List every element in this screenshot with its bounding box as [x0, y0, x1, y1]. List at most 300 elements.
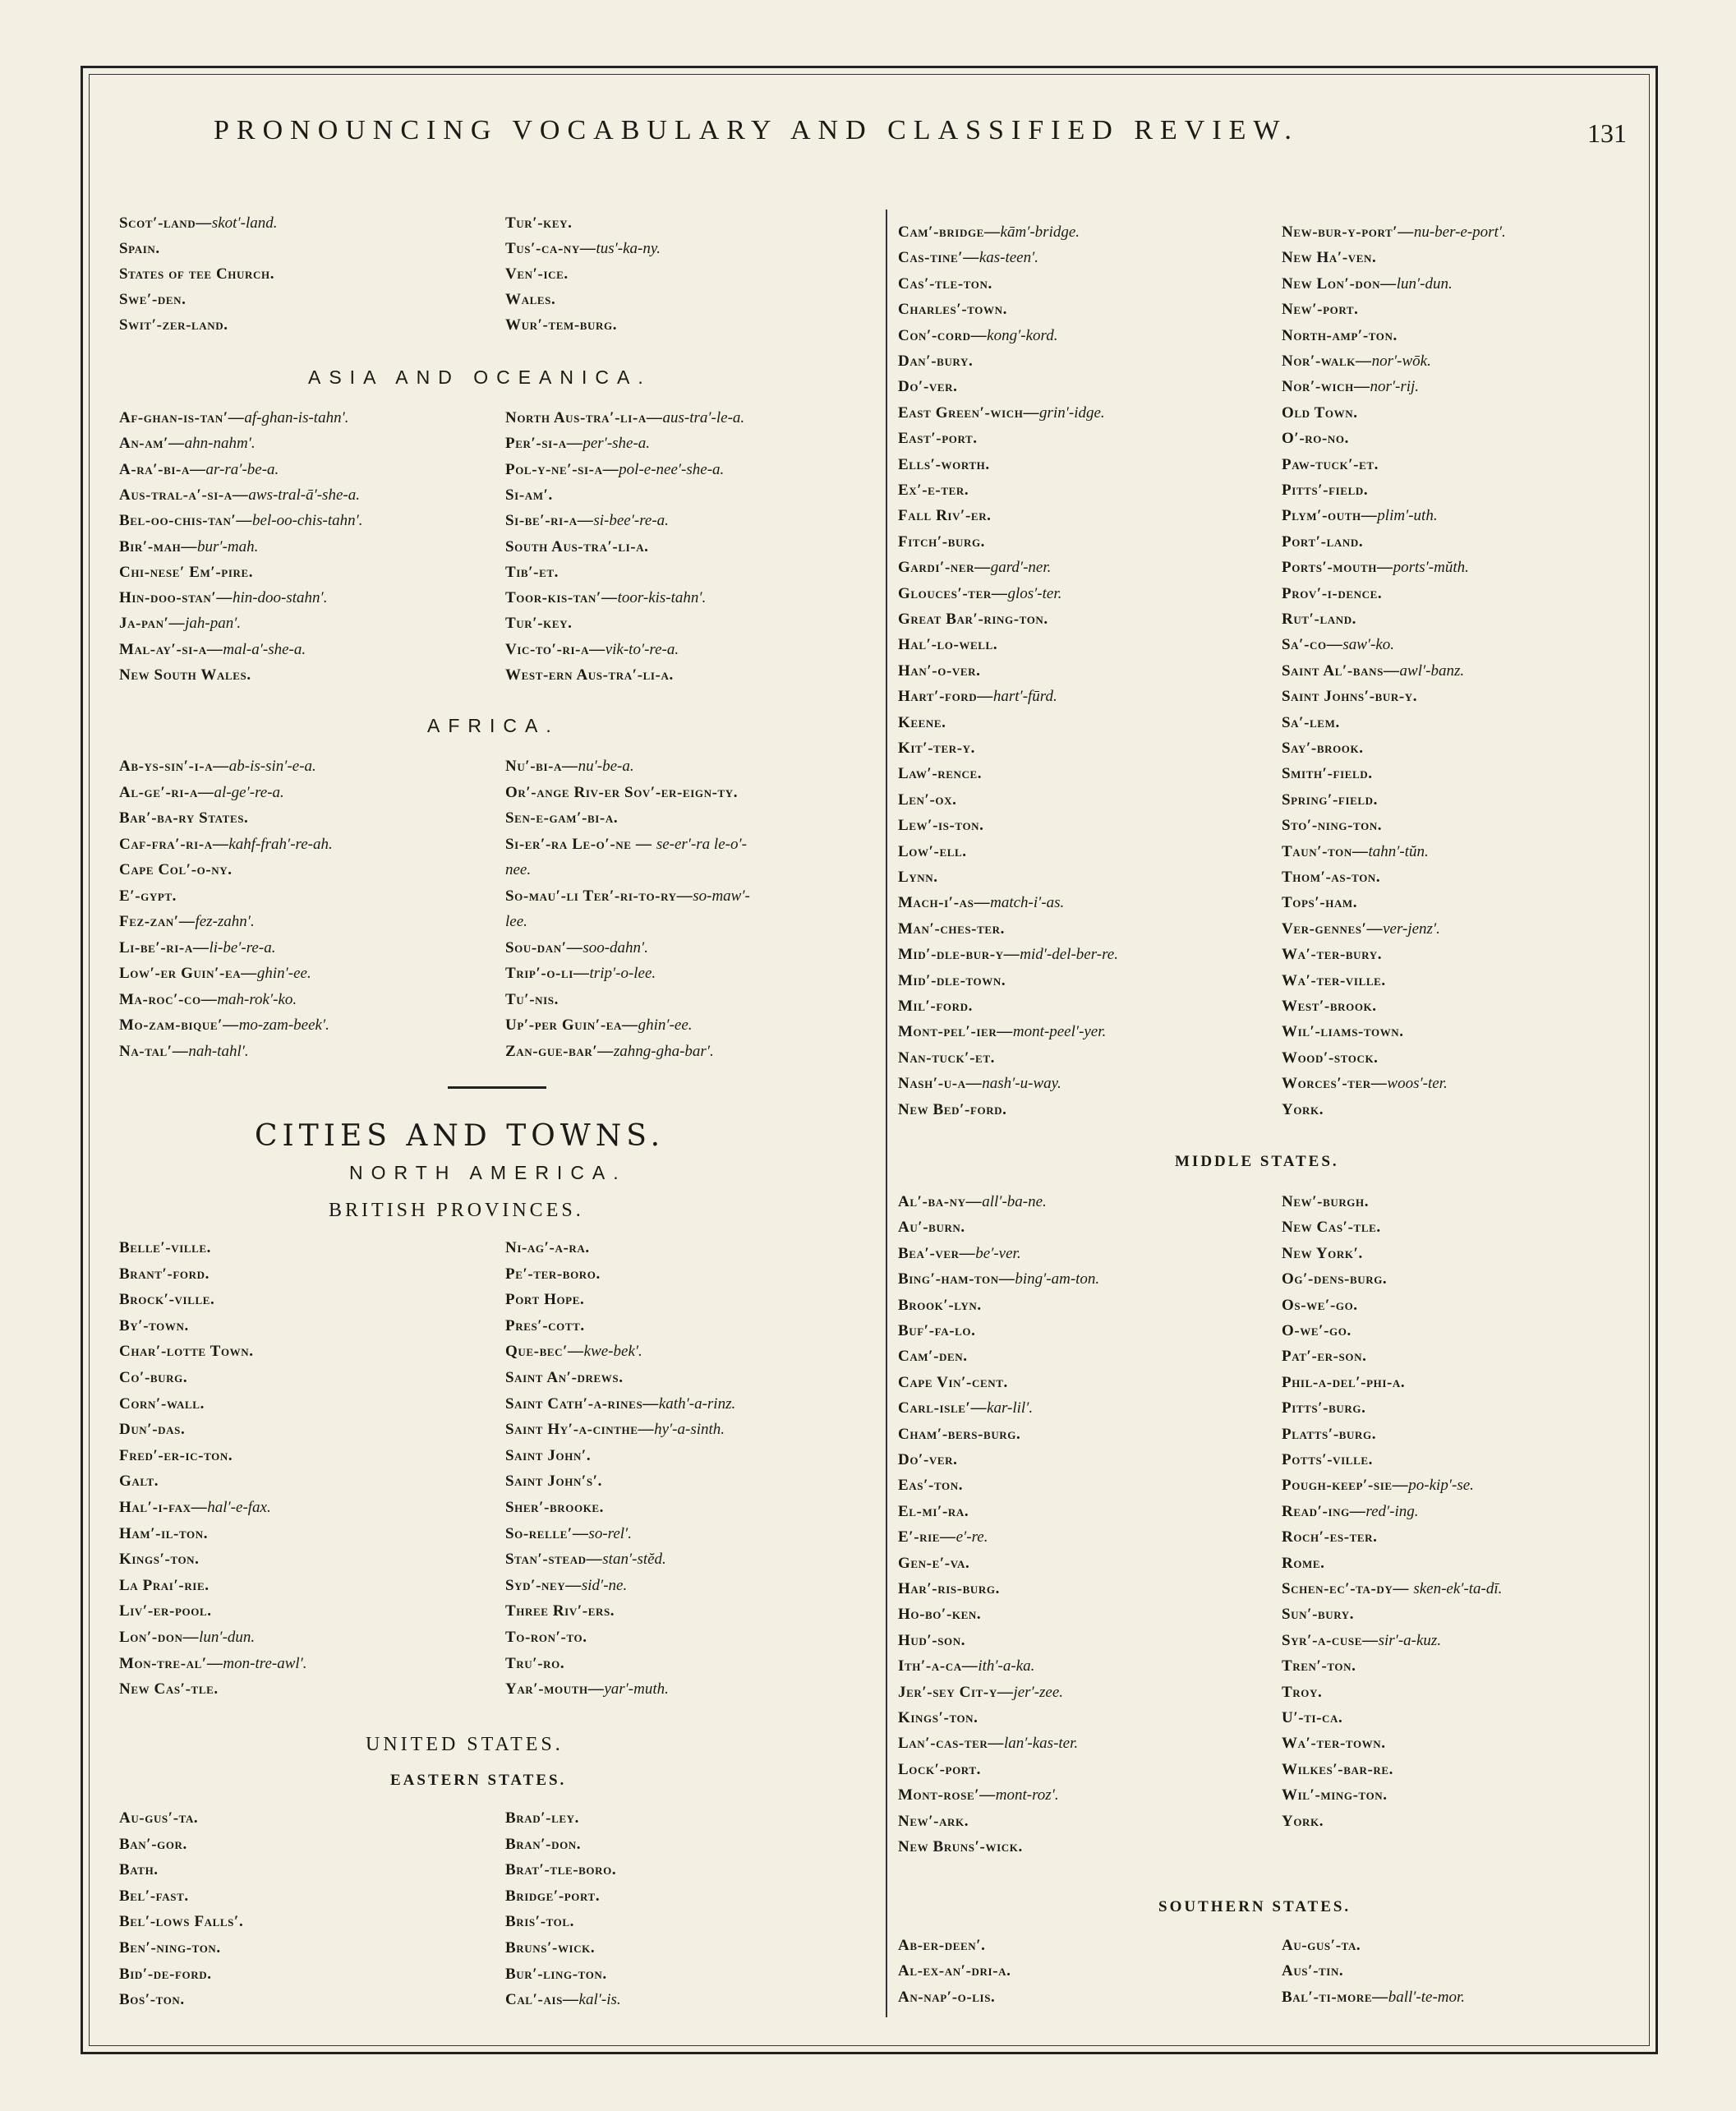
page-number: 131 [1587, 118, 1627, 148]
vocab-entry [898, 736, 975, 761]
vocab-entry [1282, 1500, 1419, 1524]
vocab-entry [1282, 1215, 1381, 1240]
entry-name: To-ron′-to. [505, 1629, 587, 1646]
entry-name: Bur′-ling-ton. [505, 1965, 607, 1983]
entry-name: Brat′-tle-boro. [505, 1861, 617, 1879]
entry-pronunciation: ports′-mŭth. [1393, 559, 1469, 577]
entry-name: Cham′-bers-burg. [898, 1425, 1021, 1443]
vocab-entry [505, 806, 618, 831]
vocab-entry [119, 535, 258, 560]
entry-name: Bea′-ver— [898, 1244, 976, 1262]
entry-pronunciation: hin-doo-stahn′. [232, 589, 328, 607]
vocab-entry [898, 272, 992, 297]
entry-pronunciation: se-er′-ra le-o′- [656, 835, 747, 853]
entry-pronunciation: lun′-dun. [199, 1629, 256, 1646]
entry-pronunciation: woos′-ter. [1387, 1075, 1448, 1093]
vocab-entry [898, 324, 1057, 348]
entry-name: Pough-keep′-sie— [1282, 1477, 1409, 1495]
vocab-entry [505, 458, 724, 482]
entry-name: Stan′-stead— [505, 1551, 603, 1569]
vocab-entry [119, 237, 160, 261]
entry-pronunciation: hy′-a-sinth. [654, 1421, 725, 1439]
vocab-entry [505, 1522, 632, 1546]
entry-pronunciation: plim′-uth. [1377, 507, 1438, 525]
vocab-entry [505, 1962, 607, 1987]
vocab-entry [119, 1288, 214, 1312]
entry-name: Sher′-brooke. [505, 1499, 605, 1516]
entry-pronunciation: mah-rok′-ko. [217, 990, 297, 1008]
entry-name: Wilkes′-bar-re. [1282, 1760, 1393, 1778]
entry-pronunciation: al-ge′-re-a. [214, 783, 284, 801]
entry-name: Dun′-das. [119, 1421, 186, 1439]
vocab-entry [1282, 478, 1368, 503]
vocab-entry [1282, 1525, 1378, 1550]
entry-name: Bel′-lows Falls′. [119, 1913, 244, 1931]
entry-pronunciation: nor′-wōk. [1371, 353, 1431, 370]
vocab-entry [1282, 1783, 1388, 1808]
vocab-entry [1282, 1072, 1448, 1096]
vocab-entry [1282, 297, 1358, 322]
vocab-entry [505, 1599, 615, 1624]
entry-name: Thom′-as-ton. [1282, 869, 1381, 886]
entry-name: Fez-zan′— [119, 913, 196, 930]
entry-name: Cam′-den. [898, 1348, 968, 1366]
vocab-entry [898, 1020, 1106, 1044]
entry-pronunciation: mal-a′-she-a. [223, 640, 306, 658]
entry-name: West′-brook. [1282, 998, 1377, 1015]
vocab-entry [1282, 1020, 1404, 1044]
entry-name: Yar′-mouth— [505, 1680, 605, 1698]
vocab-entry [1282, 375, 1419, 399]
entry-name: Port Hope. [505, 1291, 585, 1309]
entry-pronunciation: ab-is-sin′-e-a. [228, 758, 316, 775]
vocab-entry [898, 1783, 1059, 1808]
vocab-entry [119, 1262, 210, 1287]
entry-name: Carl-isle′— [898, 1399, 988, 1417]
vocab-entry [119, 1858, 159, 1883]
entry-name: Low′-ell. [898, 842, 967, 860]
entry-name: Ma-roc′-co— [119, 990, 218, 1008]
entry-name: Mid′-dle-bur-y— [898, 946, 1020, 964]
vocab-entry [898, 1422, 1020, 1447]
vocab-entry [119, 1547, 200, 1572]
entry-name: Os-we′-go. [1282, 1296, 1358, 1314]
entry-name: Galt. [119, 1473, 159, 1491]
entry-pronunciation: bing′-am-ton. [1015, 1270, 1100, 1288]
vocab-entry [505, 1236, 590, 1261]
vocab-entry [505, 1884, 600, 1909]
entry-name: Sen-e-gam′-bi-a. [505, 809, 619, 827]
entry-name: Aus-tral-a′-si-a— [119, 486, 249, 504]
entry-name: Gardi′-ner— [898, 559, 991, 577]
entry-name: Ells′-worth. [898, 455, 990, 473]
entry-pronunciation: all′-ba-ne. [982, 1193, 1047, 1210]
entry-pronunciation: so-maw′- [693, 887, 750, 905]
vocab-entry [1282, 1654, 1356, 1679]
entry-pronunciation: nee. [505, 861, 532, 878]
entry-name: Tu′-nis. [505, 990, 559, 1008]
entry-pronunciation: ball′-te-mor. [1388, 1988, 1466, 2006]
entry-name: Man′-ches-ter. [898, 920, 1005, 938]
vocab-entry [119, 1936, 221, 1961]
vocab-entry [505, 910, 527, 934]
vocab-entry [119, 754, 316, 779]
entry-name: Fitch′-burg. [898, 532, 986, 551]
vocab-entry [505, 936, 648, 961]
entry-name: Fall Riv′-er. [898, 507, 992, 525]
vocab-entry [898, 504, 992, 528]
vocab-entry [898, 426, 978, 451]
entry-name: Caf-fra′-ri-a— [119, 835, 229, 853]
entry-name: Char′-lotte Town. [119, 1343, 254, 1361]
section-rule [448, 1086, 546, 1089]
entry-name: Wil′-ming-ton. [1282, 1786, 1388, 1804]
vocab-entry [119, 262, 274, 287]
vocab-entry [119, 406, 348, 431]
vocab-entry [505, 1417, 725, 1442]
entry-name: Port′-land. [1282, 532, 1364, 551]
entry-name: Kings′-ton. [119, 1551, 200, 1569]
vocab-entry [898, 1396, 1033, 1421]
vocab-entry [1282, 994, 1377, 1019]
vocab-entry [505, 535, 649, 560]
vocab-entry [119, 781, 284, 805]
entry-name: Tur′-key. [505, 615, 573, 633]
entry-pronunciation: nash′-u-way. [982, 1075, 1061, 1093]
entry-name: Plym′-outh— [1282, 507, 1378, 525]
entry-name: Cape Vin′-cent. [898, 1373, 1008, 1391]
entry-name: New′-burgh. [1282, 1193, 1370, 1210]
vocab-entry [1282, 401, 1358, 426]
entry-pronunciation: ghin′-ee. [256, 965, 311, 982]
entry-name: Scot′-land— [119, 214, 212, 232]
vocab-entry [505, 884, 750, 909]
vocab-entry [1282, 736, 1364, 761]
entry-name: Pol-y-ne′-si-a— [505, 460, 619, 478]
heading-eastern-states: EASTERN STATES. [390, 1772, 567, 1789]
vocab-entry [505, 1547, 666, 1572]
entry-name: Ben′-ning-ton. [119, 1939, 221, 1957]
entry-pronunciation: nor′-rij. [1370, 378, 1420, 396]
entry-name: Tru′-ro. [505, 1654, 565, 1672]
vocab-entry [119, 1366, 187, 1390]
entry-name: Brant′-ford. [119, 1265, 210, 1283]
vocab-entry [1282, 788, 1378, 813]
vocab-entry [898, 762, 982, 786]
vocab-entry [898, 1046, 995, 1071]
entry-name: Au′-burn. [898, 1219, 965, 1237]
entry-name: South Aus-tra′-li-a. [505, 537, 649, 555]
vocab-entry [1282, 1731, 1386, 1756]
entry-pronunciation: saw′-ko. [1342, 636, 1395, 654]
vocab-entry [505, 1469, 602, 1494]
vocab-entry [898, 555, 1051, 580]
vocab-entry [1282, 324, 1398, 348]
vocab-entry [505, 509, 669, 533]
entry-name: Lan′-cas-ter— [898, 1735, 1004, 1753]
vocab-entry [898, 865, 938, 890]
entry-pronunciation: stan′-stĕd. [602, 1551, 666, 1569]
entry-name: Vic-to′-ri-a— [505, 640, 606, 658]
vocab-entry [505, 211, 572, 236]
vocab-entry [119, 1496, 271, 1520]
entry-name: A-ra′-bi-a— [119, 460, 206, 478]
vocab-entry [1282, 1448, 1373, 1473]
vocab-entry [505, 611, 572, 636]
entry-name: Ab-er-deen′. [898, 1937, 986, 1954]
entry-name: Saint John′. [505, 1446, 592, 1464]
entry-name: Ver-gennes′— [1282, 920, 1384, 938]
entry-pronunciation: sir′-a-kuz. [1378, 1631, 1442, 1649]
entry-name: Saint Hy′-a-cinthe— [505, 1421, 655, 1439]
vocab-entry [1282, 582, 1382, 606]
entry-name: Wa′-ter-bury. [1282, 946, 1383, 964]
vocab-entry [119, 1962, 212, 1987]
heading-british-provinces: BRITISH PROVINCES. [329, 1200, 584, 1221]
vocab-entry [1282, 1422, 1376, 1447]
entry-name: Co′-burg. [119, 1369, 188, 1386]
vocab-entry [898, 1577, 1000, 1602]
vocab-entry [119, 1236, 211, 1261]
vocab-entry [898, 917, 1005, 942]
vocab-entry [898, 246, 1038, 270]
vocab-entry [1282, 1344, 1366, 1369]
entry-name: Saint Cath′-a-rines— [505, 1394, 659, 1413]
entry-name: Do′-ver. [898, 378, 958, 396]
vocab-entry [119, 638, 306, 662]
entry-pronunciation: skot′-land. [211, 214, 278, 232]
entry-name: Con′-cord— [898, 326, 988, 344]
entry-name: New Bed′-ford. [898, 1100, 1007, 1118]
vocab-entry [1282, 840, 1429, 864]
heading-africa: AFRICA. [427, 715, 559, 736]
entry-name: Potts′-ville. [1282, 1451, 1373, 1468]
entry-name: Dan′-bury. [898, 353, 974, 370]
vocab-entry [505, 1858, 616, 1883]
entry-name: Bel-oo-chis-tan′— [119, 512, 253, 530]
entry-name: Wil′-liams-town. [1282, 1023, 1404, 1041]
entry-name: New Ha′-ven. [1282, 249, 1377, 267]
vocab-entry [119, 1625, 255, 1650]
vocab-entry [1282, 1551, 1325, 1576]
entry-pronunciation: trip′-o-lee. [589, 965, 656, 982]
vocab-entry [1282, 1473, 1474, 1498]
entry-name: Worces′-ter— [1282, 1075, 1388, 1093]
entry-name: Si-er′-ra Le-o′-ne — [505, 835, 656, 853]
vocab-entry [1282, 1267, 1387, 1292]
entry-name: York. [1282, 1100, 1324, 1118]
entry-pronunciation: tahn′-tŭn. [1368, 842, 1429, 860]
entry-name: Sa′-lem. [1282, 713, 1340, 731]
entry-name: By′-town. [119, 1316, 189, 1334]
entry-name: Read′-ing— [1282, 1502, 1366, 1520]
entry-name: Wur′-tem-burg. [505, 316, 618, 334]
vocab-entry [505, 638, 679, 662]
entry-pronunciation: jah-pan′. [185, 615, 242, 633]
entry-name: Prov′-i-dence. [1282, 584, 1383, 602]
vocab-entry [505, 1988, 621, 2012]
entry-name: Glouces′-ter— [898, 584, 1008, 602]
entry-name: Platts′-burg. [1282, 1425, 1377, 1443]
vocab-entry [505, 832, 747, 857]
entry-pronunciation: nu-ber-e-port′. [1413, 224, 1506, 241]
entry-name: Say′-brook. [1282, 740, 1364, 757]
vocab-entry [505, 1936, 595, 1961]
vocab-entry [119, 1832, 187, 1857]
entry-pronunciation: gard′-ner. [990, 559, 1052, 577]
vocab-entry [119, 1884, 189, 1909]
entry-name: Liv′-er-pool. [119, 1602, 212, 1620]
entry-pronunciation: awl′-banz. [1399, 661, 1465, 680]
entry-pronunciation: lee. [505, 913, 527, 930]
vocab-entry [1282, 607, 1356, 632]
vocab-entry [119, 1988, 185, 2012]
vocab-entry [119, 211, 277, 236]
entry-name: West-ern Aus-tra′-li-a. [505, 666, 674, 684]
vocab-entry [898, 1215, 965, 1240]
entry-pronunciation: nah-tahl′. [188, 1042, 249, 1060]
vocab-entry [505, 313, 617, 338]
vocab-entry [119, 1314, 189, 1339]
vocab-entry [898, 349, 973, 374]
entry-name: Ni-ag′-a-ra. [505, 1239, 590, 1256]
vocab-entry [119, 858, 233, 883]
entry-name: La Prai′-rie. [119, 1576, 210, 1594]
entry-name: Tren′-ton. [1282, 1657, 1356, 1675]
vocab-entry [898, 788, 956, 813]
vocab-entry [505, 781, 738, 805]
entry-name: Eas′-ton. [898, 1477, 964, 1495]
vocab-entry [898, 1835, 1023, 1860]
entry-pronunciation: match-i′-as. [990, 894, 1065, 912]
entry-name: Kings′-ton. [898, 1709, 979, 1726]
entry-name: Or′-ange Riv-er Sov′-er-eign-ty. [505, 783, 739, 801]
entry-name: Bris′-tol. [505, 1913, 574, 1931]
entry-name: O′-ro-no. [1282, 430, 1349, 448]
entry-name: Aus′-tin. [1282, 1962, 1344, 1980]
entry-name: Cam′-bridge— [898, 224, 1001, 241]
vocab-entry [505, 1013, 693, 1038]
vocab-entry [505, 1339, 642, 1364]
entry-name: New Lon′-don— [1282, 274, 1397, 293]
entry-name: Roch′-es-ter. [1282, 1528, 1378, 1546]
vocab-entry [898, 1525, 988, 1550]
vocab-entry [898, 1344, 968, 1369]
vocab-entry [119, 560, 253, 585]
vocab-entry [1282, 453, 1379, 477]
entry-name: Per′-si-a— [505, 435, 583, 453]
entry-name: Syr′-a-cuse— [1282, 1631, 1379, 1649]
entry-name: Tur′-key. [505, 214, 573, 232]
entry-name: Great Bar′-ring-ton. [898, 611, 1048, 628]
entry-name: Lon′-don— [119, 1629, 200, 1646]
column-divider [886, 210, 887, 2017]
vocab-entry [1282, 246, 1376, 270]
vocab-entry [898, 607, 1048, 632]
vocab-entry [505, 1496, 604, 1520]
entry-name: Wa′-ter-ville. [1282, 971, 1386, 989]
vocab-entry [1282, 1758, 1393, 1782]
entry-name: Mon-tre-al′— [119, 1654, 223, 1672]
entry-name: Charles′-town. [898, 301, 1007, 319]
entry-pronunciation: lun′-dun. [1396, 274, 1453, 293]
entry-pronunciation: aus-tra′-le-a. [662, 409, 745, 426]
vocab-entry [1282, 891, 1357, 915]
entry-name: New South Wales. [119, 666, 251, 684]
vocab-entry [505, 663, 674, 688]
vocab-entry [119, 806, 248, 831]
vocab-entry [119, 313, 228, 338]
entry-name: Tops′-ham. [1282, 894, 1358, 912]
vocab-entry [898, 994, 973, 1019]
vocab-entry [898, 1706, 979, 1731]
entry-name: Corn′-wall. [119, 1394, 205, 1413]
vocab-entry [505, 431, 650, 456]
entry-name: Al′-ba-ny— [898, 1193, 983, 1210]
vocab-entry [505, 1625, 587, 1650]
entry-name: Ex′-e-ter. [898, 482, 969, 499]
entry-name: Low′-er Guin′-ea— [119, 965, 257, 982]
vocab-entry [898, 453, 990, 477]
entry-pronunciation: tus′-ka-ny. [596, 240, 661, 257]
entry-pronunciation: kām′-bridge. [1000, 224, 1080, 241]
vocab-entry [119, 1417, 185, 1442]
entry-name: Keene. [898, 713, 946, 731]
entry-name: Har′-ris-burg. [898, 1580, 1000, 1597]
vocab-entry [505, 1444, 591, 1468]
vocab-entry [898, 1934, 986, 1958]
vocab-entry [898, 530, 985, 555]
vocab-entry [505, 1652, 564, 1676]
vocab-entry [898, 1985, 995, 2010]
vocab-entry [898, 478, 969, 503]
entry-pronunciation: po-kip′-se. [1408, 1477, 1474, 1495]
entry-name: Tib′-et. [505, 563, 559, 581]
entry-name: Swe′-den. [119, 291, 186, 308]
vocab-entry [119, 288, 186, 312]
vocab-entry [1282, 1190, 1369, 1215]
entry-pronunciation: ar-ra′-be-a. [205, 460, 279, 478]
vocab-entry [898, 375, 958, 399]
entry-name: Brook′-lyn. [898, 1296, 982, 1314]
entry-pronunciation: pol-e-nee′-she-a. [619, 460, 725, 478]
vocab-entry [1282, 814, 1382, 838]
entry-name: Saint Johns′-bur-y. [1282, 688, 1418, 706]
vocab-entry [898, 1731, 1078, 1756]
entry-pronunciation: ghin′-ee. [638, 1016, 693, 1034]
entry-pronunciation: kar-lil′. [987, 1399, 1034, 1417]
vocab-entry [898, 659, 980, 684]
entry-pronunciation: grin′-idge. [1039, 403, 1105, 422]
vocab-entry [1282, 969, 1386, 993]
entry-name: Bel′-fast. [119, 1887, 189, 1905]
vocab-entry [505, 961, 656, 986]
entry-name: Ports′-mouth— [1282, 559, 1393, 577]
vocab-entry [1282, 1934, 1361, 1958]
entry-pronunciation: yar′-muth. [604, 1680, 669, 1698]
heading-cities: CITIES AND TOWNS. [255, 1119, 665, 1153]
entry-name: Mid′-dle-town. [898, 971, 1006, 989]
entry-name: Mont-pel′-ier— [898, 1023, 1013, 1041]
vocab-entry [898, 633, 997, 657]
vocab-entry [119, 1392, 205, 1417]
entry-name: York. [1282, 1812, 1324, 1830]
entry-name: Do′-ver. [898, 1451, 958, 1468]
entry-name: E′-rie— [898, 1528, 956, 1546]
vocab-entry [898, 1098, 1007, 1122]
vocab-entry [505, 1806, 579, 1831]
entry-pronunciation: fez-zahn′. [195, 913, 255, 930]
